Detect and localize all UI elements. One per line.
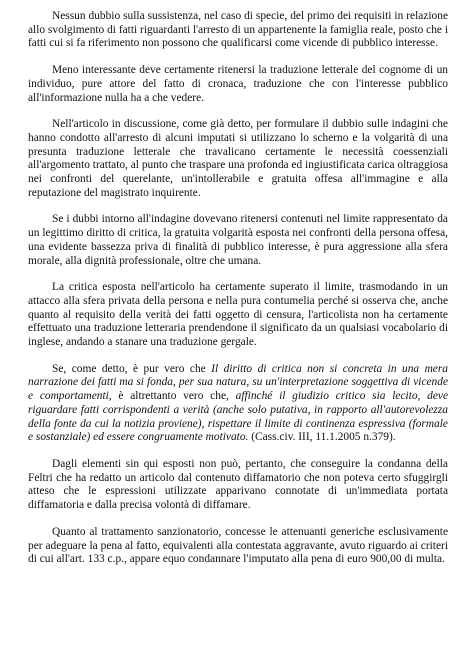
paragraph-6-quote: Il diritto di critica non si concreta in una mera narrazione dei fatti ma si fonda, per sua natura, su un'interpretazione soggettiva di vicende e comportamenti: [28, 362, 448, 403]
paragraph-6-intro: Se, come detto, è pur vero che: [52, 362, 212, 375]
paragraph-2: Meno interessante deve certamente ritenersi la traduzione letterale del cognome di un individuo, pure attore del fatto di cronaca, traduzione che con l'interesse pubblico all'informazione nulla ha a che vedere.: [28, 64, 448, 104]
paragraph-1: Nessun dubbio sulla sussistenza, nel caso di specie, del primo dei requisiti in relazione allo svolgimento di fatti riguardanti l'arresto di un appartenente la famiglia reale, posto che i fatti cui si fa riferimento non possono che qualificarsi come vicende di pubblico interesse.: [28, 10, 448, 50]
paragraph-6-citation: [28, 363, 448, 445]
paragraph-3: Nell'articolo in discussione, come già detto, per formulare il dubbio sulle indagini che hanno condotto all'arresto di alcuni imputati si utilizzano lo scherno e la volgarità di una presunta traduzione letterale che travalicano certamente le necessità coessenziali all'argomento trattato, al punto che traspare una profonda ed ingiustificata carica oltraggiosa nei confronti del querelante, un'intollerabile e gratuita offesa all'immagine e alla reputazione del magistrato inquirente.: [28, 118, 448, 199]
paragraph-5: La critica esposta nell'articolo ha certamente superato il limite, trasmodando in un attacco alla sfera privata della persona e nella pura contumelia perché si osserva che, anche quanto al requisito della verità dei fatti oggetto di censura, l'articolista non ha certamente effettuato una traduzione letteraria prendendone il significato da un qualsiasi vocabolario di inglese, andando a stanare una traduzione gergale.: [28, 281, 448, 349]
paragraph-8: Quanto al trattamento sanzionatorio, concesse le attenuanti generiche esclusivamente per adeguare la pena al fatto, equivalenti alla contestata aggravante, avuto riguardo ai criteri di cui all'art. 133 c.p., appare equo condannare l'imputato alla pena di euro 900,00 di multa.: [28, 525, 448, 566]
paragraph-6-middle: , è altrettanto vero che,: [108, 390, 236, 403]
paragraph-4: Se i dubbi intorno all'indagine dovevano ritenersi contenuti nel limite rappresentato da un legittimo diritto di critica, la gratuita volgarità esposta nei confronti della persona offesa, una evidente bassezza priva di finalità di pubblico interesse, è pura aggressione alla sfera morale, alla dignità professionale, oltre che umana.: [28, 213, 448, 267]
paragraph-6-quote-2: affinché il giudizio critico sia lecito, deve riguardare fatti corrispondenti a verità (anche solo putativa, in rapporto all'autorevolezza della fonte da cui la notizia proviene), rispettare il limite di continenza espressiva (formale e sostanziale) ed essere congruamente motivato.: [28, 390, 449, 444]
paragraph-7: Dagli elementi sin qui esposti non può, pertanto, che conseguire la condanna della Feltri che ha redatto un articolo dal contenuto diffamatorio che non poteva certo sfuggirgli atteso che le espressioni utilizzate apparivano connotate di un'immediata portata diffamatoria e dalla precisa volontà di diffamare.: [28, 457, 448, 512]
paragraph-6-reference: (Cass.civ. III, 11.1.2005 n.379).: [248, 431, 396, 444]
